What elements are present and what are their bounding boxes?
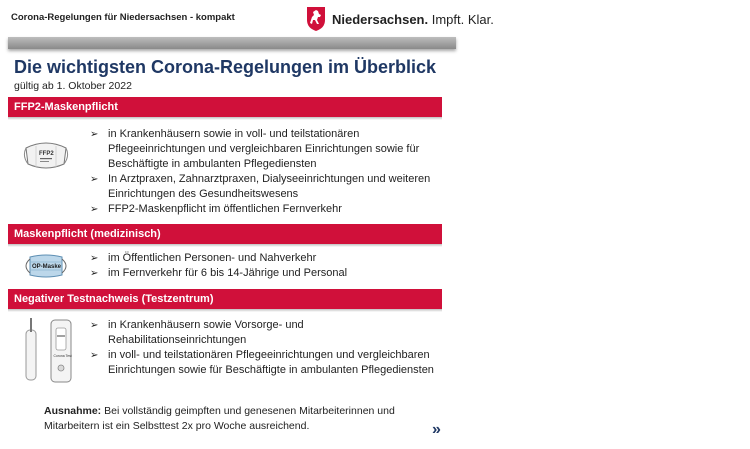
op-mask-label: OP-Maske — [32, 264, 62, 270]
list-item: ➢ in Krankenhäusern sowie Vorsorge- und Rehabilitationseinrichtungen — [90, 318, 358, 348]
op-mask-icon — [22, 250, 70, 287]
exception-note — [44, 404, 424, 434]
list-item: ➢ im Öffentlichen Personen- und Nahverkehr — [90, 251, 435, 266]
section-shadow — [8, 309, 442, 312]
exception-label: Ausnahme: — [44, 405, 102, 417]
test-rules-list — [90, 318, 455, 378]
list-item: ➢ in Krankenhäusern sowie in voll- und teilstationären Pflegeeinrichtungen und vergleichbaren Einrichtungen sowie für Beschäftigte in ambulanten Pflegediensten — [90, 127, 435, 172]
list-item: ➢ in voll- und teilstationären Pflegeeinrichtungen und vergleichbaren Einrichtungen sowie für Beschäftigte in ambulanten Pflegediensten — [90, 348, 455, 378]
next-page-button[interactable]: » — [432, 421, 441, 438]
brand-logo — [306, 5, 494, 33]
brand-tagline: Impft. Klar. — [431, 11, 494, 27]
exception-text: Bei vollständig geimpften und genesenen Mitarbeiterinnen und Mitarbeitern ist ein Selbsttest 2x pro Woche ausreichend. — [44, 405, 395, 432]
list-item: ➢ im Fernverkehr für 6 bis 14-Jährige und Personal — [90, 266, 435, 281]
page-title: Die wichtigsten Corona-Regelungen im Überblick — [14, 57, 437, 77]
list-item: ➢ In Arztpraxen, Zahnarztpraxen, Dialyseeinrichtungen und weiteren Einrichtungen des Gesundheitswesens — [90, 172, 435, 202]
section-heading-ffp2: FFP2-Maskenpflicht — [8, 97, 442, 117]
rapid-test-icon — [24, 316, 76, 389]
valid-date: gültig ab 1. Oktober 2022 — [14, 80, 132, 92]
ffp2-mask-label: FFP2 — [39, 151, 54, 157]
header-divider — [8, 37, 456, 49]
brand-name: Niedersachsen. — [332, 11, 429, 27]
section-heading-medical-mask: Maskenpflicht (medizinisch) — [8, 224, 442, 244]
document-header-title: Corona-Regelungen für Niedersachsen - kompakt — [11, 12, 235, 23]
test-cassette-label: Corona Test — [53, 354, 72, 358]
lower-saxony-horse-icon — [306, 6, 326, 32]
section-shadow — [8, 244, 442, 247]
section-heading-test: Negativer Testnachweis (Testzentrum) — [8, 289, 442, 309]
ffp2-mask-icon — [22, 138, 70, 177]
medical-mask-rules-list — [90, 251, 435, 281]
section-shadow — [8, 117, 442, 120]
list-item: ➢ FFP2-Maskenpflicht im öffentlichen Fernverkehr — [90, 202, 435, 217]
ffp2-rules-list — [90, 127, 435, 217]
